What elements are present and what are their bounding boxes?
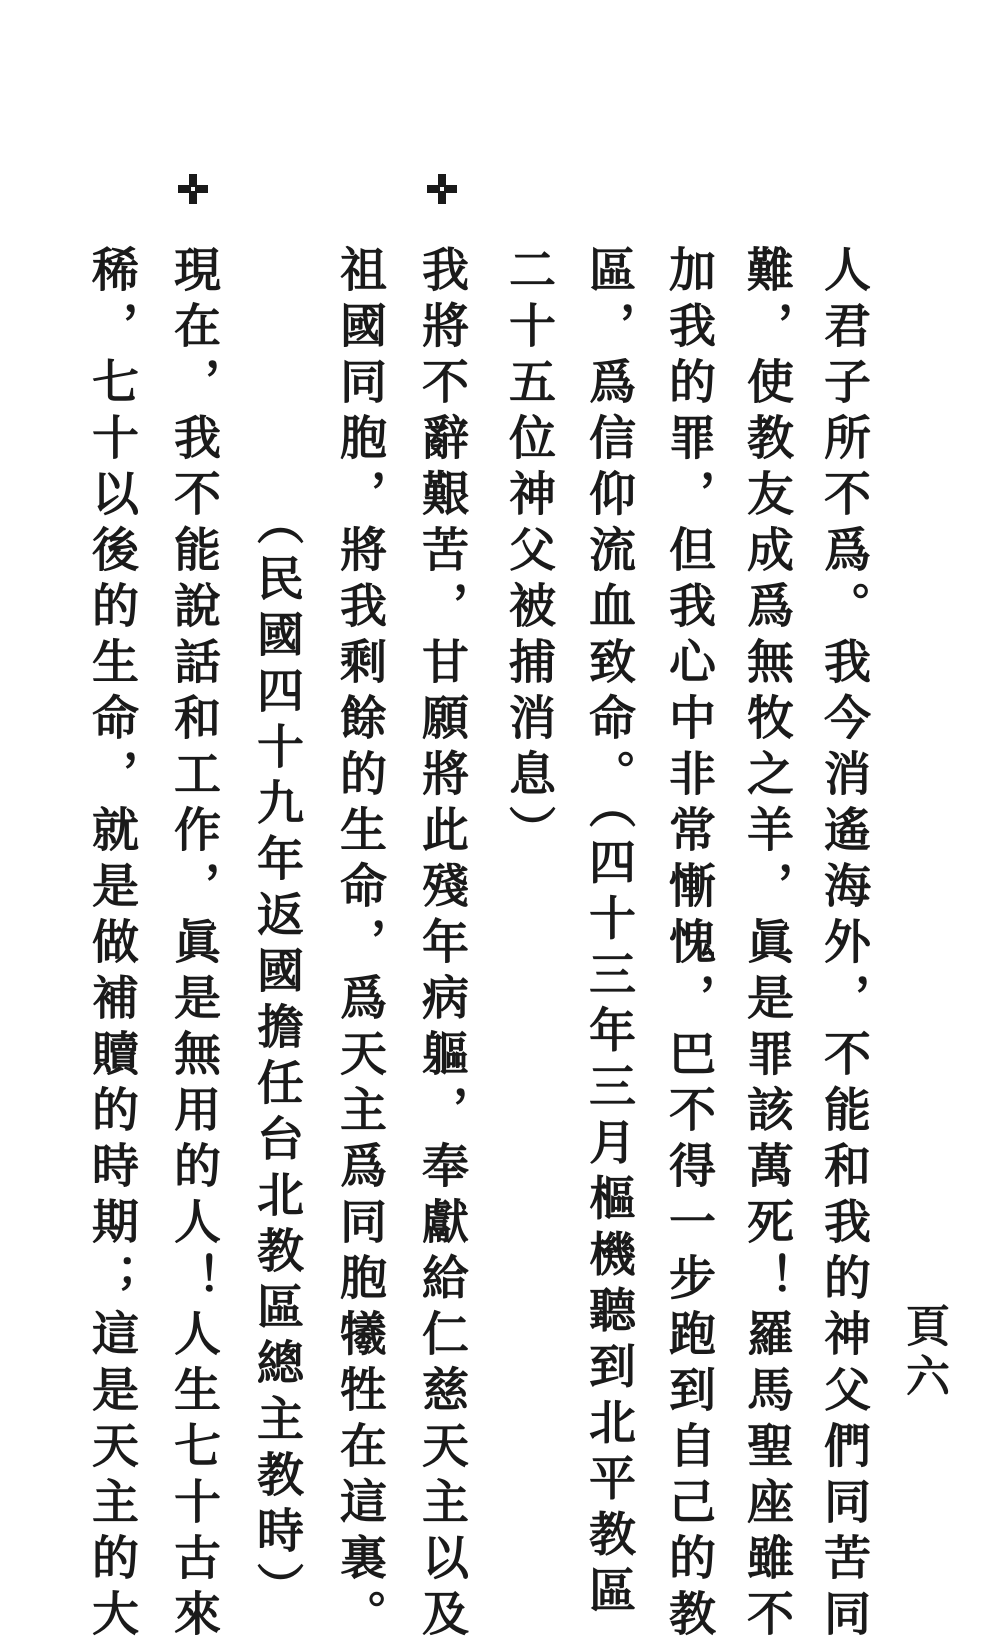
text-column-1: 人君子所不爲。我今消遙海外，不能和我的神父們同苦同 <box>816 245 871 1645</box>
text-column-8: （民國四十九年返國擔任台北教區總主教時） <box>249 498 304 1618</box>
page-number: 頁六 <box>898 1303 949 1403</box>
text-column-4: 區，爲信仰流血致命。（四十三年三月樞機聽到北平教區 <box>581 245 636 1622</box>
text-column-10: 稀，七十以後的生命，就是做補贖的時期；這是天主的大 <box>84 245 139 1645</box>
cross-icon <box>176 172 210 206</box>
text-column-2: 難，使教友成爲無牧之羊，眞是罪該萬死！羅馬聖座雖不 <box>739 245 794 1645</box>
text-column-9: 現在，我不能說話和工作，眞是無用的人！人生七十古來 <box>166 245 221 1645</box>
cross-icon <box>425 172 459 206</box>
text-column-6: 我將不辭艱苦，甘願將此殘年病軀，奉獻給仁慈天主以及 <box>414 245 469 1645</box>
text-column-3: 加我的罪，但我心中非常慚愧，巴不得一步跑到自己的教 <box>661 245 716 1645</box>
text-column-5: 二十五位神父被捕消息） <box>501 245 556 861</box>
text-column-7: 祖國同胞，將我剩餘的生命，爲天主爲同胞犧牲在這裏。 <box>332 245 387 1645</box>
